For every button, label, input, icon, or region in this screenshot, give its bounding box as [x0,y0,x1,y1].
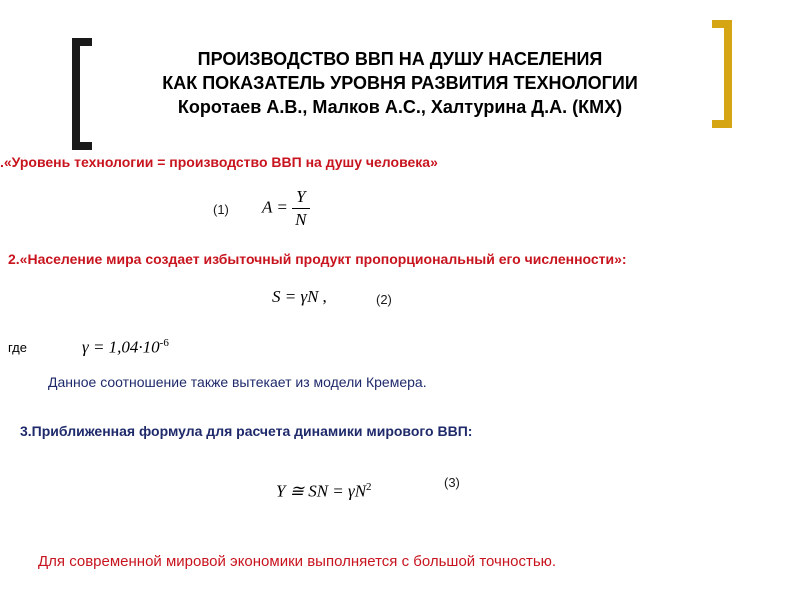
formula-3-body: Y ≅ SN = γN [276,481,367,501]
formula-3-number: (3) [444,475,460,490]
formula-2-comma: , [322,287,327,306]
gamma-exponent: -6 [159,337,169,349]
formula-1-lhs: A = [262,197,288,217]
title-authors: Коротаев А.В., Малков А.С., Халтурина Д.А. (КМХ) [177,97,623,117]
slide-title [100,47,700,119]
kremer-model-note: Данное соотношение также вытекает из модели Кремера. [48,374,427,390]
formula-2-body: S = γN [272,287,319,306]
gamma-formula-body: γ = 1,04·10 [82,337,160,357]
formula-3 [276,481,372,502]
gamma-formula [82,337,169,358]
title-line-1: ПРОИЗВОДСТВО ВВП НА ДУШУ НАСЕЛЕНИЯ [197,49,603,69]
point-2-text: 2.«Население мира создает избыточный продукт пропорциональный его численности»: [8,251,627,267]
point-3-text: 3.Приближенная формула для расчета динамики мирового ВВП: [20,423,473,439]
conclusion-text: Для современной мировой экономики выполняется с большой точностью. [38,553,557,570]
point-1-text: .«Уровень технологии = производство ВВП на душу человека» [0,154,438,170]
where-label: где [8,340,27,355]
formula-3-exponent: 2 [366,481,372,493]
right-bracket-decoration [712,20,732,128]
formula-1-denominator: N [295,210,307,229]
formula-2-number: (2) [376,292,392,307]
left-bracket-decoration [72,38,92,150]
formula-2 [272,287,327,307]
formula-1-number: (1) [213,202,229,217]
title-line-2: КАК ПОКАЗАТЕЛЬ УРОВНЯ РАЗВИТИЯ ТЕХНОЛОГИИ [162,73,638,93]
formula-1-numerator: Y [292,187,309,209]
formula-1-fraction [292,187,309,230]
formula-1 [262,187,310,230]
